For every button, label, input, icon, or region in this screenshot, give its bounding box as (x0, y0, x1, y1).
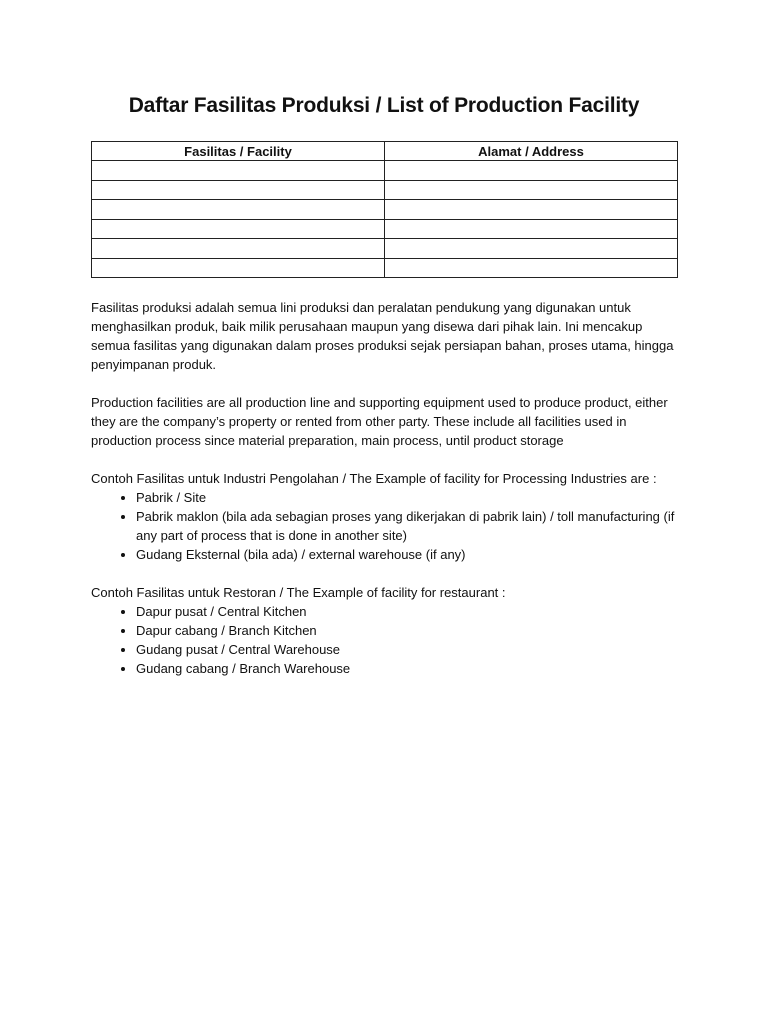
address-cell[interactable] (385, 239, 678, 259)
facility-cell[interactable] (92, 161, 385, 181)
facility-cell[interactable] (92, 258, 385, 278)
facility-cell[interactable] (92, 239, 385, 259)
address-cell[interactable] (385, 200, 678, 220)
address-cell[interactable] (385, 219, 678, 239)
column-header-facility: Fasilitas / Facility (92, 142, 385, 161)
table-row (92, 200, 678, 220)
document-body (91, 298, 681, 697)
facility-table (91, 141, 678, 278)
address-cell[interactable] (385, 180, 678, 200)
column-header-address: Alamat / Address (385, 142, 678, 161)
definition-paragraph-id: Fasilitas produksi adalah semua lini produksi dan peralatan pendukung yang digunakan untuk menghasilkan produk, baik milik perusahaan maupun yang disewa dari pihak lain. Ini mencakup semua fasilitas yang digunakan dalam proses produksi sejak persiapan bahan, proses utama, hingga penyimpanan produk. (91, 300, 674, 372)
restaurant-list-intro: Contoh Fasilitas untuk Restoran / The Example of facility for restaurant : (91, 585, 506, 600)
list-item: • Dapur cabang / Branch Kitchen (136, 621, 681, 640)
table-header-row (92, 142, 678, 161)
page-title: Daftar Fasilitas Produksi / List of Production Facility (128, 94, 640, 117)
table-row (92, 258, 678, 278)
facility-cell[interactable] (92, 219, 385, 239)
list-item: • Pabrik / Site (136, 488, 681, 507)
table-row (92, 180, 678, 200)
list-item: • Gudang Eksternal (bila ada) / external warehouse (if any) (136, 545, 681, 564)
facility-cell[interactable] (92, 200, 385, 220)
list-item: • Dapur pusat / Central Kitchen (136, 602, 681, 621)
table-row (92, 161, 678, 181)
list-item: • Gudang cabang / Branch Warehouse (136, 659, 681, 678)
table-row (92, 219, 678, 239)
address-cell[interactable] (385, 258, 678, 278)
facility-cell[interactable] (92, 180, 385, 200)
list-item: • Pabrik maklon (bila ada sebagian proses yang dikerjakan di pabrik lain) / toll manufacturing (if any part of process that is done in another site) (136, 507, 681, 545)
list-item: • Gudang pusat / Central Warehouse (136, 640, 681, 659)
definition-paragraph-en: Production facilities are all production line and supporting equipment used to produce product, either they are the company’s property or rented from other party. These include all facilities used in production process since material preparation, main process, until product storage (91, 395, 668, 448)
restaurant-facility-list (91, 602, 681, 678)
processing-list-intro: Contoh Fasilitas untuk Industri Pengolahan / The Example of facility for Processing Industries are : (91, 471, 657, 486)
address-cell[interactable] (385, 161, 678, 181)
processing-facility-list (91, 488, 681, 564)
table-row (92, 239, 678, 259)
